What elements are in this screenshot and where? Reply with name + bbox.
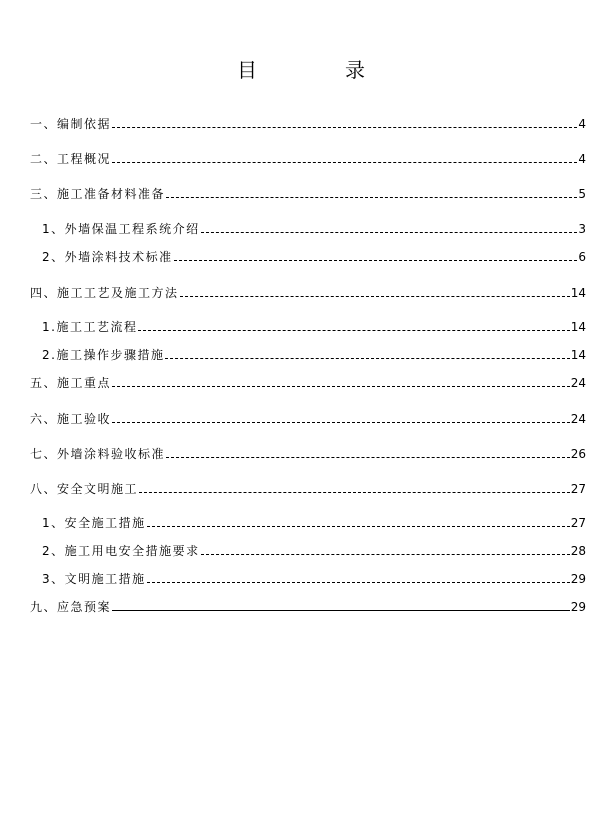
toc-entry-page: 24: [570, 412, 586, 426]
toc-entry-label: 四、施工工艺及施工方法: [30, 286, 179, 300]
toc-entry-label: 九、应急预案: [30, 600, 112, 614]
toc-entry[interactable]: [42, 250, 586, 264]
line-leader: [112, 610, 570, 611]
toc-entry[interactable]: [30, 117, 586, 131]
dot-leader: [174, 260, 578, 261]
toc-entry-label: 2、外墙涂料技术标准: [42, 250, 173, 264]
dot-leader: [166, 457, 570, 458]
toc-entry-label: 八、安全文明施工: [30, 482, 139, 496]
toc-entry-label: 2、施工用电安全措施要求: [42, 544, 200, 558]
toc-entry-page: 3: [578, 222, 586, 236]
toc-entry[interactable]: [42, 516, 586, 530]
toc-entry-page: 28: [570, 544, 586, 558]
toc-entry-page: 4: [578, 152, 586, 166]
toc-entry-page: 26: [570, 447, 586, 461]
dot-leader: [112, 422, 570, 423]
dot-leader: [139, 492, 570, 493]
dot-leader: [147, 526, 570, 527]
toc-entry-label: 3、文明施工措施: [42, 572, 146, 586]
toc-entry[interactable]: [42, 572, 586, 586]
toc-entry[interactable]: [30, 600, 586, 614]
toc-entry-label: 六、施工验收: [30, 412, 112, 426]
toc-entry[interactable]: [30, 152, 586, 166]
toc-entry-label: 七、外墙涂料验收标准: [30, 447, 166, 461]
toc-entry[interactable]: [30, 412, 586, 426]
toc-entry-label: 2.施工操作步骤措施: [42, 348, 165, 362]
toc-entry[interactable]: [42, 222, 586, 236]
toc-entry-page: 14: [570, 320, 586, 334]
toc-entry[interactable]: [30, 286, 586, 300]
toc-entry-page: 5: [578, 187, 586, 201]
dot-leader: [201, 232, 578, 233]
toc-entry-page: 29: [570, 572, 586, 586]
toc-entry[interactable]: [30, 187, 586, 201]
dot-leader: [112, 162, 577, 163]
toc-entry-label: 五、施工重点: [30, 376, 112, 390]
toc-entry-page: 4: [578, 117, 586, 131]
toc-entry[interactable]: [30, 376, 586, 390]
dot-leader: [201, 554, 570, 555]
toc-entry-page: 27: [570, 482, 586, 496]
dot-leader: [180, 296, 570, 297]
toc-entry-page: 6: [578, 250, 586, 264]
title-char-1: 目: [237, 58, 345, 82]
dot-leader: [147, 582, 570, 583]
toc-entry[interactable]: [30, 447, 586, 461]
toc-entry-label: 二、工程概况: [30, 152, 112, 166]
toc-entry[interactable]: [42, 544, 586, 558]
page-title: [0, 54, 602, 83]
toc-entry[interactable]: [42, 320, 586, 334]
toc-entry-label: 1.施工工艺流程: [42, 320, 138, 334]
toc-entry-page: 14: [570, 348, 586, 362]
toc-entry[interactable]: [30, 482, 586, 496]
toc-entry-label: 1、安全施工措施: [42, 516, 146, 530]
toc-entry-page: 14: [570, 286, 586, 300]
toc-entry-page: 29: [570, 600, 586, 614]
dot-leader: [138, 330, 569, 331]
toc-entry-label: 三、施工准备材料准备: [30, 187, 166, 201]
toc-entry-label: 1、外墙保温工程系统介绍: [42, 222, 200, 236]
toc-entry-page: 27: [570, 516, 586, 530]
toc-entry[interactable]: [42, 348, 586, 362]
dot-leader: [165, 358, 569, 359]
title-char-2: 录: [345, 58, 453, 82]
toc-entry-page: 24: [570, 376, 586, 390]
toc-entry-label: 一、编制依据: [30, 117, 112, 131]
dot-leader: [112, 127, 577, 128]
dot-leader: [112, 386, 570, 387]
dot-leader: [166, 197, 577, 198]
